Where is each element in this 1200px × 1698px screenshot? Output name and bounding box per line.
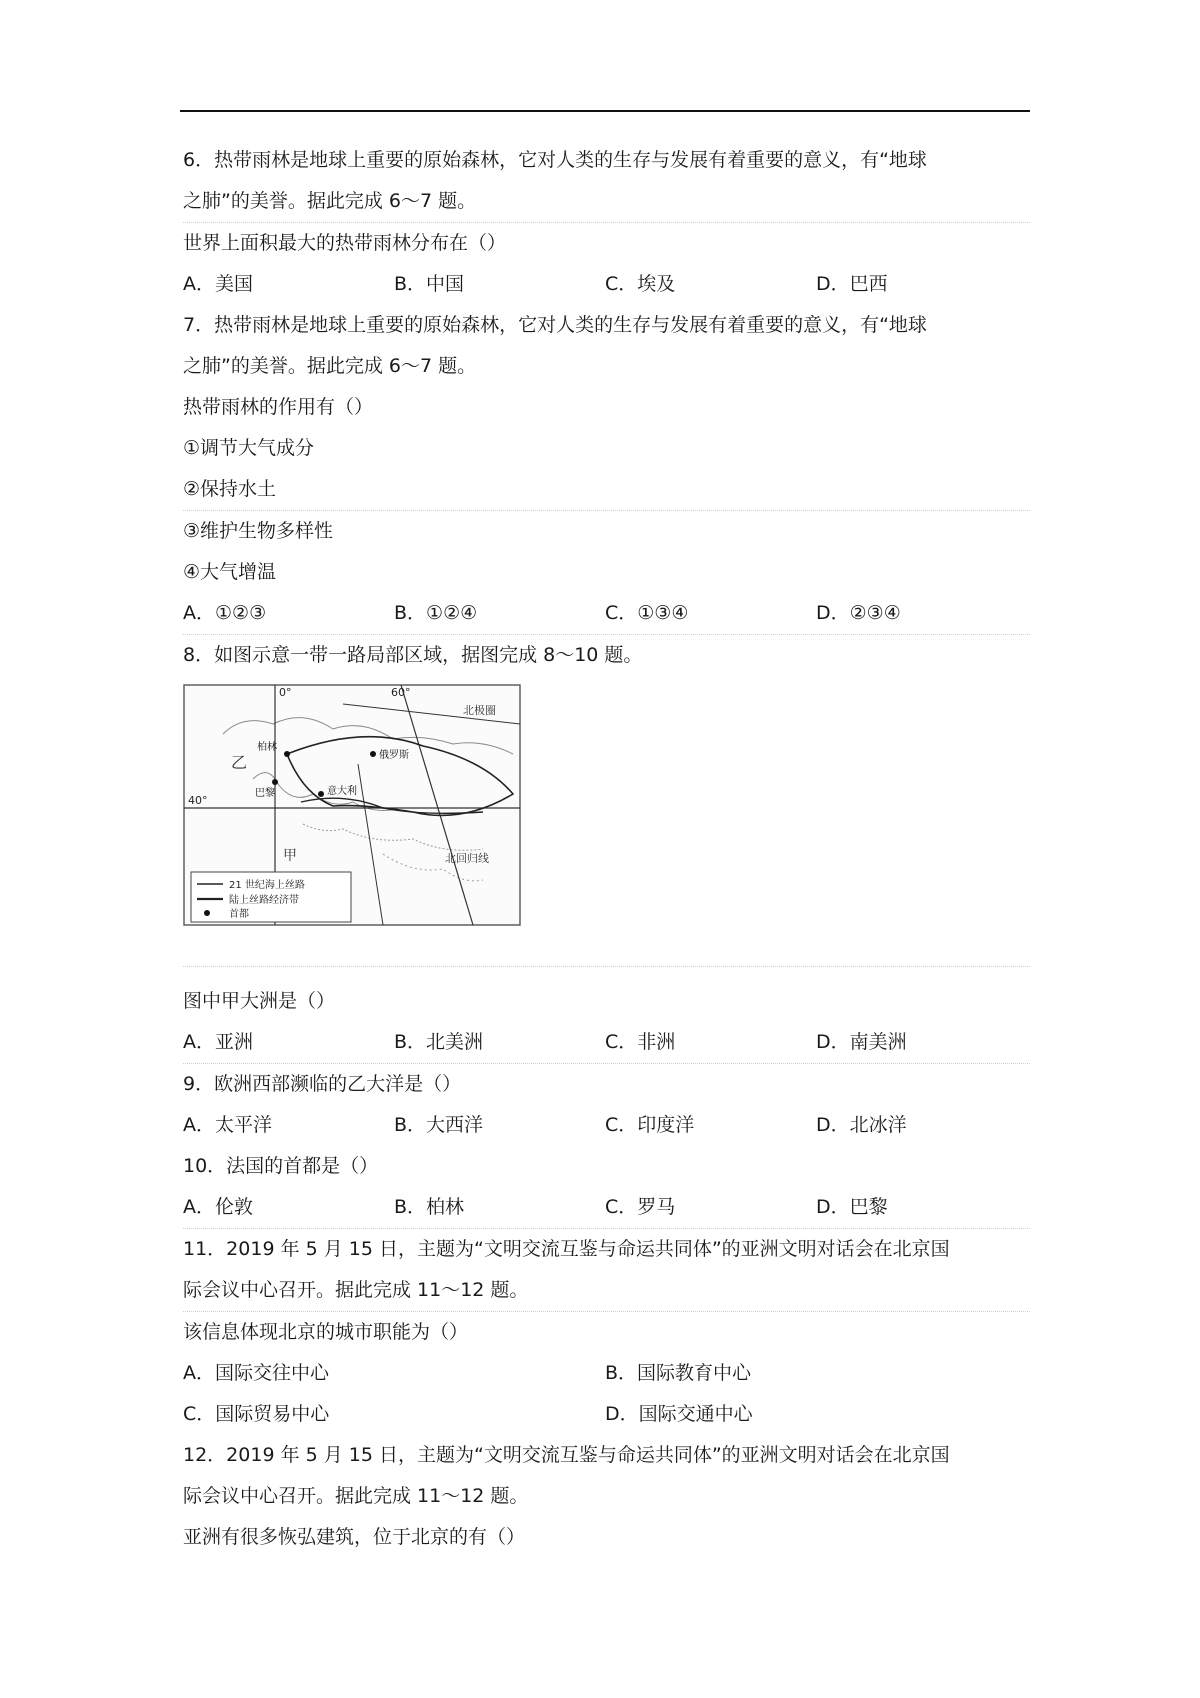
q6-stem-line2: 之肺”的美誉。据此完成 6～7 题。 bbox=[183, 181, 1030, 223]
city-moscow-label: 俄罗斯 bbox=[379, 750, 409, 761]
q11-stem-line1: 11．2019 年 5 月 15 日，主题为“文明交流互鉴与命运共同体”的亚洲文明对话会在北京国 bbox=[183, 1238, 950, 1260]
q7-option-d: D．②③④ bbox=[816, 602, 901, 624]
q11-question: 该信息体现北京的城市职能为（） bbox=[183, 1321, 469, 1343]
q6-options bbox=[183, 264, 1030, 305]
belt-road-map bbox=[183, 684, 523, 932]
q8-option-d: D．南美洲 bbox=[816, 1031, 907, 1053]
q12-stem-line2: 际会议中心召开。据此完成 11～12 题。 bbox=[183, 1485, 529, 1507]
q9-option-c: C．印度洋 bbox=[605, 1114, 695, 1136]
q9-option-b: B．大西洋 bbox=[394, 1114, 484, 1136]
q6-stem-line1: 6．热带雨林是地球上重要的原始森林，它对人类的生存与发展有着重要的意义，有“地球 bbox=[183, 149, 927, 171]
q8-question: 图中甲大洲是（） bbox=[183, 990, 336, 1012]
q11-options-row1 bbox=[183, 1353, 1030, 1394]
tropic-label: 北回归线 bbox=[445, 852, 489, 865]
city-rome-label: 意大利 bbox=[327, 786, 357, 797]
ocean-yi-label: 乙 bbox=[231, 753, 248, 772]
q8-stem: 8．如图示意一带一路局部区域，据图完成 8～10 题。 bbox=[183, 644, 643, 666]
q9-options bbox=[183, 1105, 1030, 1146]
q8-option-b: B．北美洲 bbox=[394, 1031, 484, 1053]
q10-option-c: C．罗马 bbox=[605, 1196, 676, 1218]
arctic-circle-label: 北极圈 bbox=[463, 704, 496, 717]
q10-option-b: B．柏林 bbox=[394, 1196, 465, 1218]
q12-question: 亚洲有很多恢弘建筑，位于北京的有（） bbox=[183, 1526, 526, 1548]
q7-option-b: B．①②④ bbox=[394, 602, 478, 624]
q11-option-d: D．国际交通中心 bbox=[605, 1403, 753, 1425]
q9-option-d: D．北冰洋 bbox=[816, 1114, 907, 1136]
q7-options bbox=[183, 593, 1030, 635]
q11-stem-line2: 际会议中心召开。据此完成 11～12 题。 bbox=[183, 1270, 1030, 1312]
q7-item-1: ①调节大气成分 bbox=[183, 437, 315, 459]
q8-options bbox=[183, 1022, 1030, 1064]
q6-option-c: C．埃及 bbox=[605, 273, 676, 295]
q7-stem-line1: 7．热带雨林是地球上重要的原始森林，它对人类的生存与发展有着重要的意义，有“地球 bbox=[183, 314, 927, 336]
legend-sea-route: 21 世纪海上丝路 bbox=[229, 880, 305, 891]
q7-stem-line2: 之肺”的美誉。据此完成 6～7 题。 bbox=[183, 355, 477, 377]
q10-option-d: D．巴黎 bbox=[816, 1196, 888, 1218]
q6-question: 世界上面积最大的热带雨林分布在（） bbox=[183, 232, 507, 254]
q7-item-4: ④大气增温 bbox=[183, 561, 277, 583]
q11-option-a: A．国际交往中心 bbox=[183, 1362, 329, 1384]
q10-option-a: A．伦敦 bbox=[183, 1196, 253, 1218]
header-rule bbox=[180, 110, 1030, 112]
belt-road-map-figure bbox=[183, 676, 1030, 967]
q7-item-3: ③维护生物多样性 bbox=[183, 520, 334, 542]
lon-0-label: 0° bbox=[279, 686, 292, 699]
q8-option-c: C．非洲 bbox=[605, 1031, 676, 1053]
q11-options-row2 bbox=[183, 1394, 1030, 1435]
q12-stem-line1: 12．2019 年 5 月 15 日，主题为“文明交流互鉴与命运共同体”的亚洲文明对话会在北京国 bbox=[183, 1444, 950, 1466]
q8-option-a: A．亚洲 bbox=[183, 1031, 253, 1053]
legend-capital: 首都 bbox=[229, 909, 249, 920]
city-berlin-label: 柏林 bbox=[257, 742, 277, 753]
q7-item-2: ②保持水土 bbox=[183, 469, 1030, 511]
legend-land-route: 陆上丝路经济带 bbox=[229, 895, 299, 906]
q9-option-a: A．太平洋 bbox=[183, 1114, 272, 1136]
q6-option-a: A．美国 bbox=[183, 273, 253, 295]
city-paris-label: 巴黎 bbox=[255, 788, 275, 799]
q11-option-b: B．国际教育中心 bbox=[605, 1362, 752, 1384]
lon-60-label: 60° bbox=[391, 686, 411, 699]
q6-option-b: B．中国 bbox=[394, 273, 465, 295]
question-content bbox=[183, 140, 1030, 1558]
q10-question: 10．法国的首都是（） bbox=[183, 1155, 379, 1177]
q6-option-d: D．巴西 bbox=[816, 273, 888, 295]
lat-40-label: 40° bbox=[188, 794, 208, 807]
continent-jia-label: 甲 bbox=[283, 848, 297, 864]
q7-option-c: C．①③④ bbox=[605, 602, 689, 624]
q10-options bbox=[183, 1187, 1030, 1229]
q11-option-c: C．国际贸易中心 bbox=[183, 1403, 330, 1425]
q9-question: 9．欧洲西部濒临的乙大洋是（） bbox=[183, 1073, 462, 1095]
q7-question: 热带雨林的作用有（） bbox=[183, 396, 374, 418]
q7-option-a: A．①②③ bbox=[183, 602, 267, 624]
